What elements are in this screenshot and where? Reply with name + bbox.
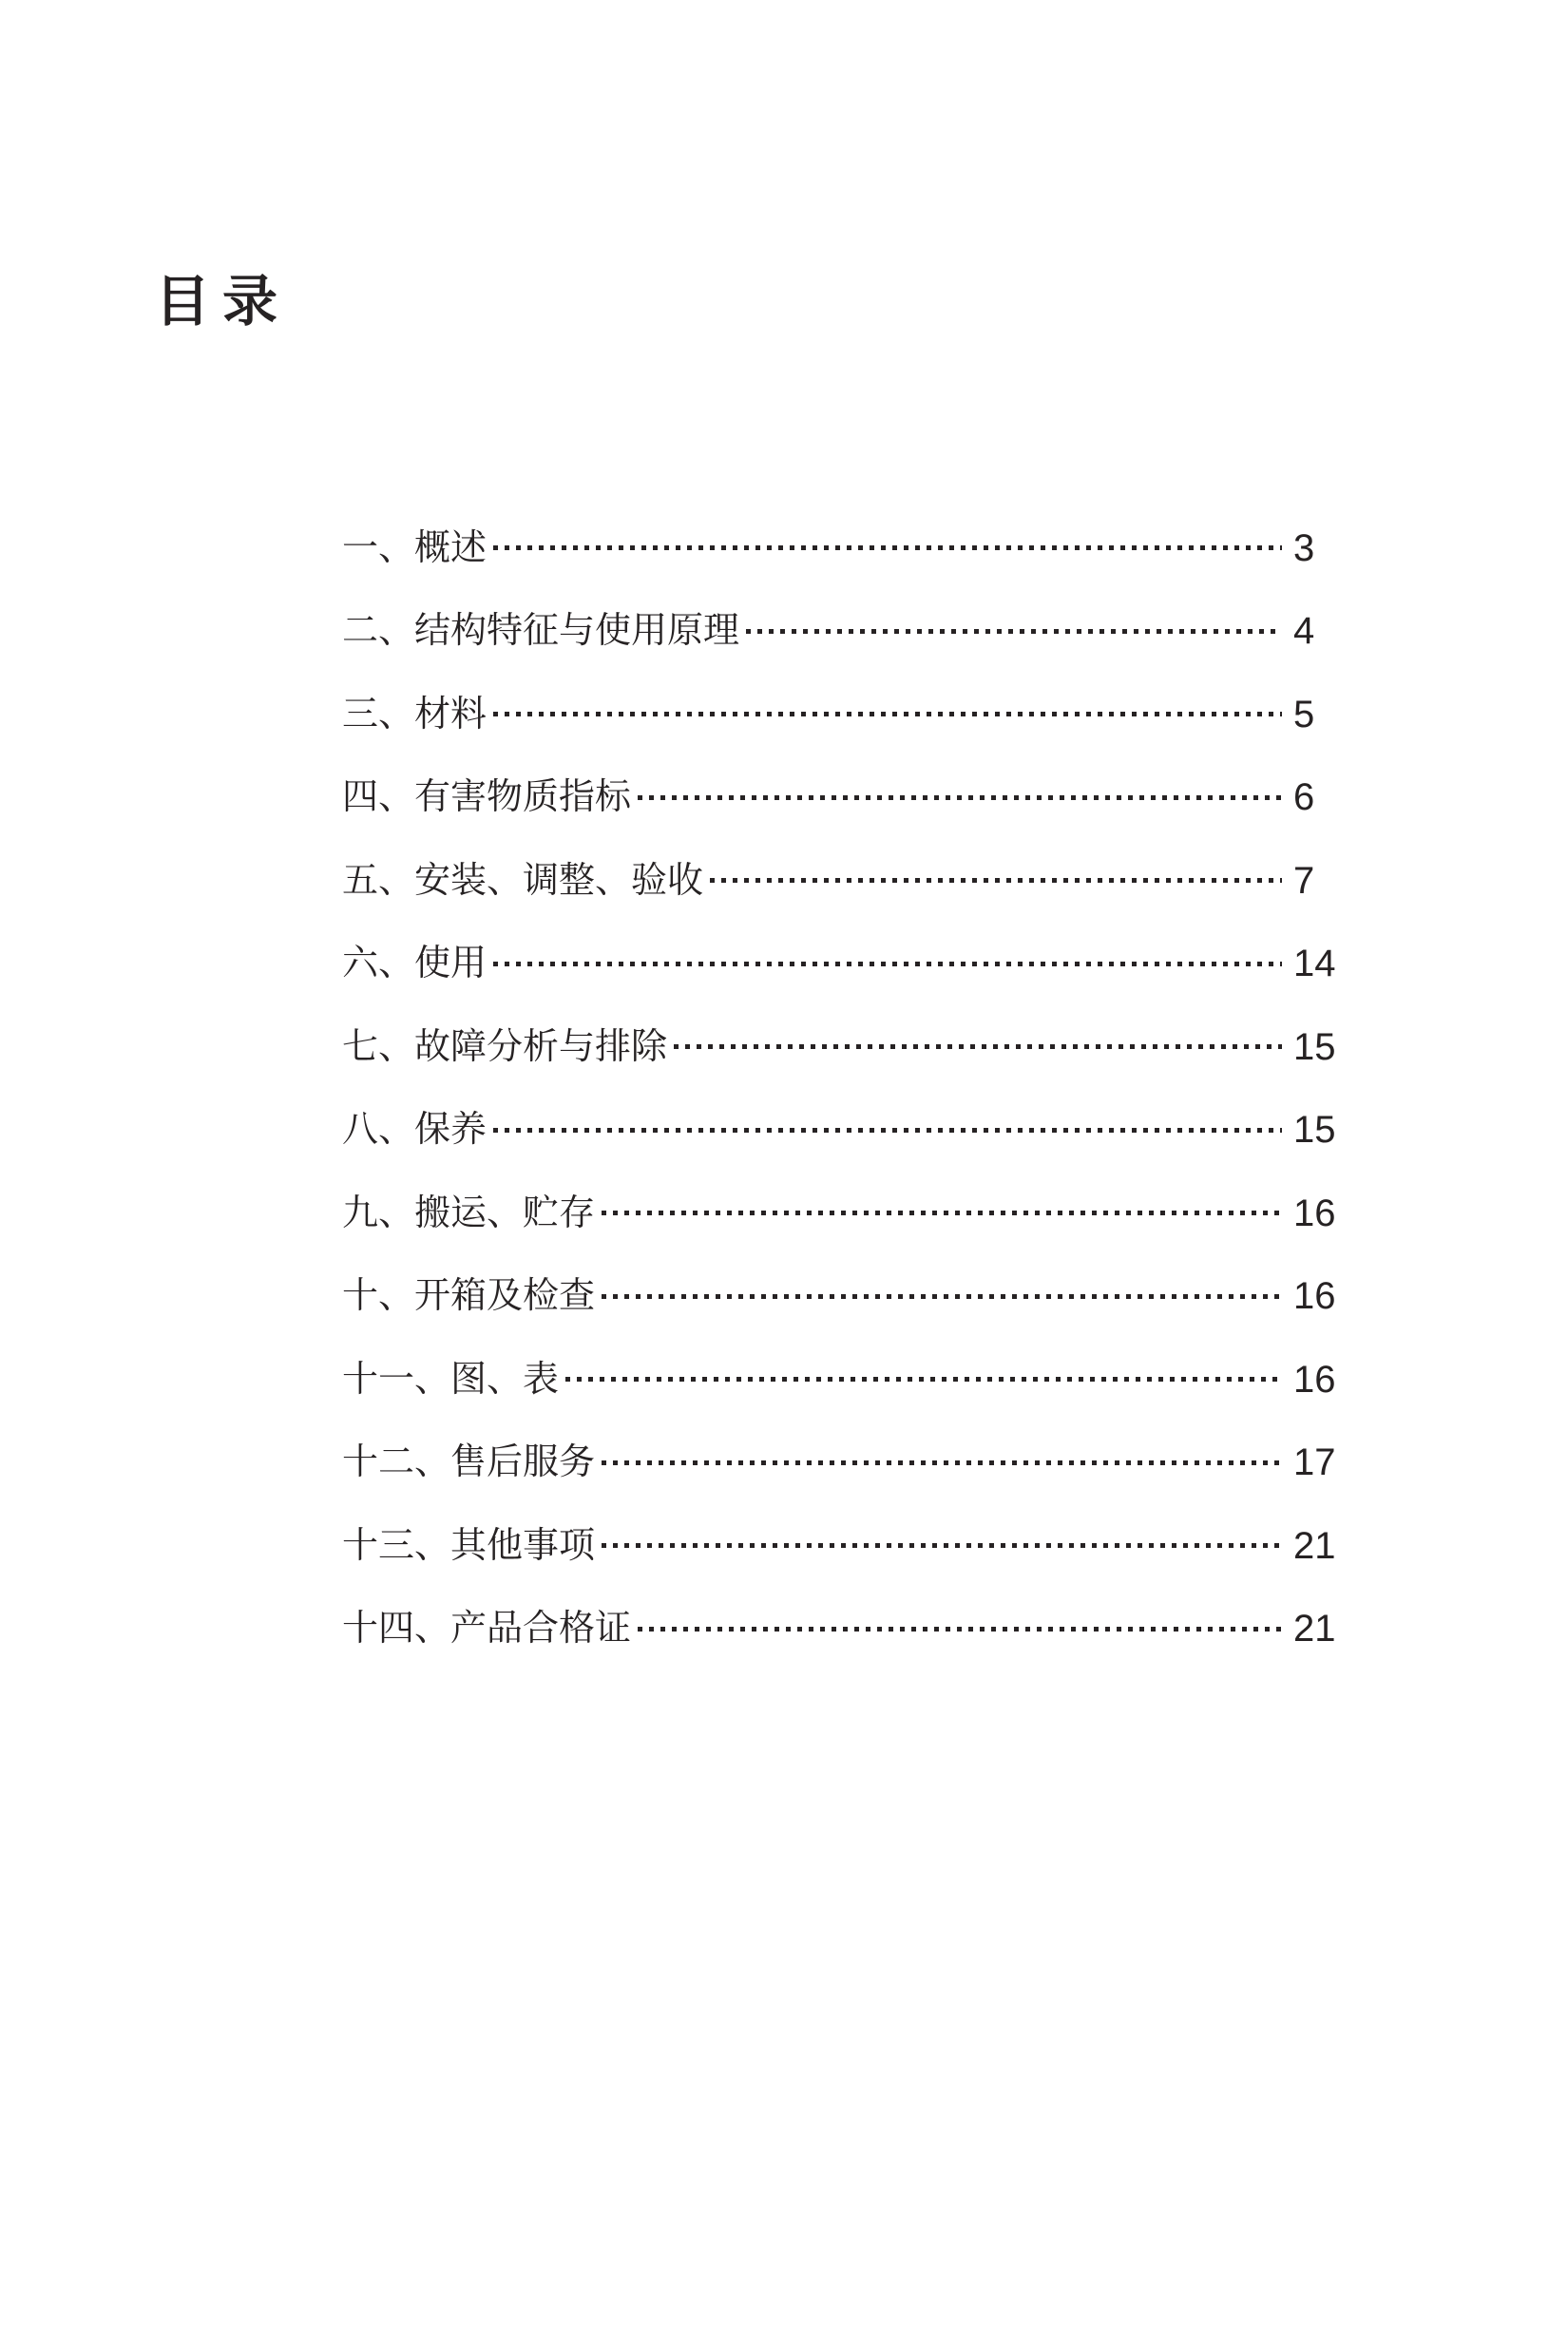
toc-entry-label: 九、搬运、贮存: [342, 1193, 596, 1233]
toc-entry[interactable]: [342, 506, 1336, 590]
toc-page-number: 16: [1293, 1358, 1336, 1401]
toc-entry-label: 一、概述: [342, 527, 488, 568]
toc-dot-leader: [638, 1627, 1282, 1632]
toc-dot-leader: [602, 1543, 1282, 1548]
toc-entry-label: 二、结构特征与使用原理: [342, 611, 740, 652]
toc-page-number: 7: [1293, 859, 1315, 902]
toc-entry[interactable]: [342, 756, 1336, 840]
toc-entry-label: 十三、其他事项: [342, 1525, 596, 1566]
toc-page-number: 14: [1293, 943, 1336, 985]
toc-page-number: 21: [1293, 1524, 1336, 1567]
toc-entry[interactable]: [342, 1504, 1336, 1588]
toc-entry-label: 七、故障分析与排除: [342, 1026, 668, 1067]
toc-dot-leader: [565, 1377, 1282, 1382]
toc-page-number: 15: [1293, 1109, 1336, 1152]
toc-dot-leader: [674, 1044, 1282, 1049]
toc-page-number: 4: [1293, 610, 1315, 653]
toc-entry-label: 四、有害物质指标: [342, 777, 632, 818]
toc-entry[interactable]: [342, 1005, 1336, 1089]
toc-page-number: 5: [1293, 693, 1315, 735]
toc-dot-leader: [602, 1294, 1282, 1299]
toc-dot-leader: [493, 1128, 1282, 1133]
toc-dot-leader: [493, 545, 1282, 550]
toc-entry-label: 十、开箱及检查: [342, 1276, 596, 1317]
toc-entry-label: 十四、产品合格证: [342, 1609, 632, 1650]
toc-entry-label: 三、材料: [342, 694, 488, 735]
toc-entry[interactable]: [342, 673, 1336, 756]
toc-entry-label: 十一、图、表: [342, 1359, 560, 1400]
toc-entry-label: 五、安装、调整、验收: [342, 860, 704, 901]
toc-dot-leader: [710, 878, 1282, 883]
toc-list: [342, 506, 1336, 1670]
toc-entry[interactable]: [342, 1089, 1336, 1173]
toc-dot-leader: [602, 1460, 1282, 1465]
toc-dot-leader: [602, 1211, 1282, 1215]
toc-entry[interactable]: [342, 1588, 1336, 1671]
toc-page-number: 16: [1293, 1275, 1336, 1318]
toc-entry[interactable]: [342, 1338, 1336, 1422]
toc-entry-label: 十二、售后服务: [342, 1442, 596, 1483]
toc-dot-leader: [746, 629, 1282, 634]
toc-entry[interactable]: [342, 590, 1336, 674]
toc-page-number: 3: [1293, 526, 1315, 569]
toc-entry[interactable]: [342, 1255, 1336, 1339]
toc-entry[interactable]: [342, 923, 1336, 1006]
toc-dot-leader: [638, 795, 1282, 800]
toc-title: 目录: [155, 270, 291, 333]
toc-entry[interactable]: [342, 1422, 1336, 1505]
toc-dot-leader: [493, 712, 1282, 716]
toc-page-number: 15: [1293, 1025, 1336, 1068]
toc-page-number: 16: [1293, 1192, 1336, 1234]
toc-page-number: 21: [1293, 1608, 1336, 1651]
toc-dot-leader: [493, 962, 1282, 966]
toc-entry-label: 六、使用: [342, 944, 488, 984]
toc-entry[interactable]: [342, 839, 1336, 923]
toc-page-number: 17: [1293, 1441, 1336, 1484]
toc-entry[interactable]: [342, 1172, 1336, 1255]
toc-page-number: 6: [1293, 776, 1315, 819]
toc-entry-label: 八、保养: [342, 1110, 488, 1151]
